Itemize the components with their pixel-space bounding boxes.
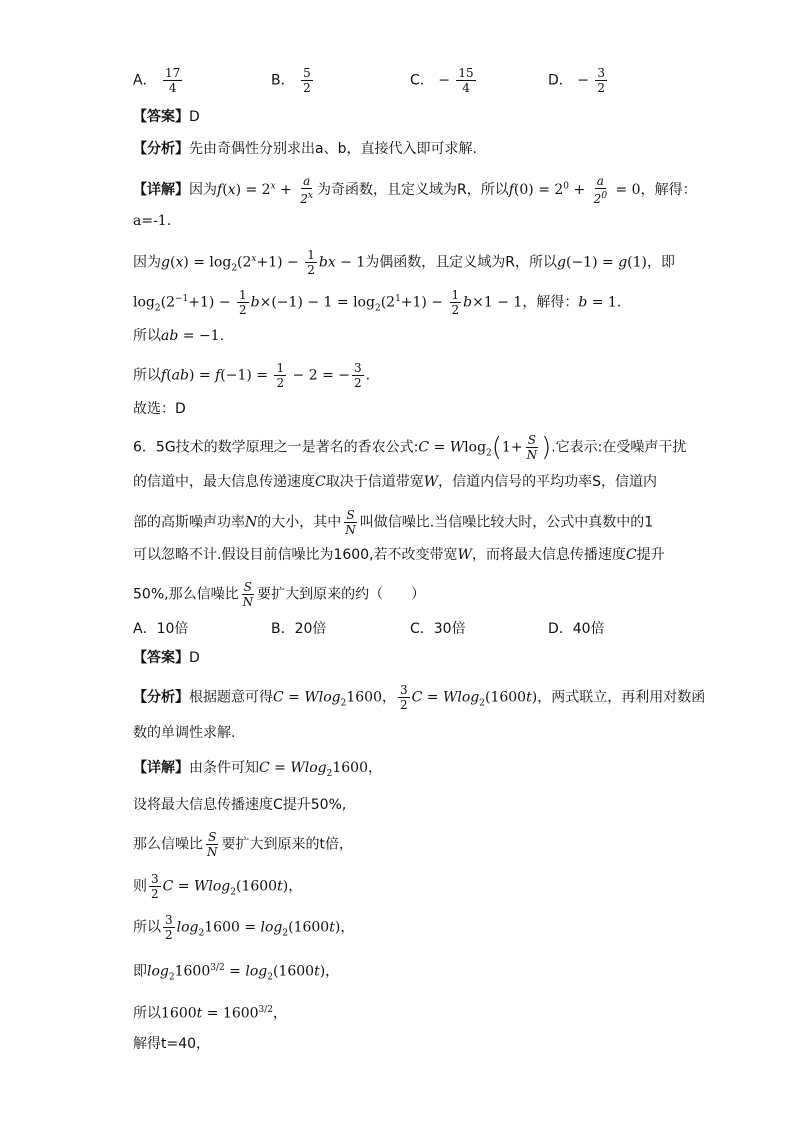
q5-option-b[interactable] — [271, 66, 315, 95]
q6-answer: 【答案】D — [133, 650, 200, 666]
q5-option-c[interactable]: C． − $\frac{15}{4}$ — [410, 66, 474, 95]
q6-option-d[interactable]: D．40倍 — [548, 621, 605, 637]
q6-detail-line-3: 那么信噪比 $\frac{S}{N}$ 要扩大到原来的t倍， — [133, 830, 353, 859]
q6-stem-line-5: 50%,那么信噪比 $\frac{S}{N}$ 要扩大到原来的约（ ） — [133, 580, 426, 609]
q6-detail-line-5: 所以 $\frac{3}{2}$ $\log_21600 = \log_2(1600t)$， — [133, 913, 355, 942]
q5-option-a-value: $\frac{17}{4}$ — [165, 66, 181, 95]
q5-detail-line-1: 【详解】因为$f(x) = 2^x$ + $\frac{a}{2^x}$ 为奇函数，且定义域为R，所以$f(0) = 2^0$ + $\frac{a}{2^0}$ = 0，解得： — [133, 174, 697, 206]
q6-detail-line-1: 【详解】由条件可知C = Wlog$_2$1600， — [133, 760, 382, 779]
q6-detail-line-8: 解得t=40， — [133, 1036, 211, 1052]
q5-option-a-label: A． — [133, 72, 157, 89]
q5-conclusion: 故选：D — [133, 401, 186, 417]
q6-stem-line-4: 可以忽略不计.假设目前信噪比为1600,若不改变带宽W，而将最大信息传播速度C提升 — [133, 547, 665, 563]
q5-option-c-value: $\frac{15}{4}$ — [458, 66, 474, 95]
q5-detail-line-2: a=-1. — [133, 213, 172, 229]
q6-stem-line-3: 部的高斯噪声功率N的大小，其中 $\frac{S}{N}$ 叫做信噪比.当信噪比较大时，公式中真数中的1 — [133, 508, 654, 537]
q5-option-d-value: $\frac{3}{2}$ — [597, 66, 606, 95]
q5-detail-line-3: 因为$g(x) = \log_2(2^x+1)$ − $\frac{1}{2}$ bx − 1为偶函数，且定义域为R，所以g(−1) = g(1)，即 — [133, 248, 675, 277]
q5-answer: 【答案】D — [133, 109, 200, 125]
q6-detail-line-2: 设将最大信息传播速度C提升50%, — [133, 797, 347, 813]
question-number: 6． — [133, 439, 156, 456]
q6-analysis-line-1: 【分析】根据题意可得C = Wlog$_2$1600， $\frac{3}{2}$ C = Wlog$_2$(1600t)，两式联立，再利用对数函 — [133, 683, 706, 712]
q5-option-d-label: D． — [548, 72, 573, 89]
q5-option-b-label: B． — [271, 72, 295, 89]
q6-detail-line-4: 则 $\frac{3}{2}$ C = Wlog$_2$(1600t)， — [133, 872, 303, 901]
q5-detail-line-5: 所以ab = −1. — [133, 328, 225, 344]
formula-f-definition: f — [217, 182, 223, 198]
q6-stem-line-1: 6．5G技术的数学原理之一是著名的香农公式:C = Wlog$_2$(1+ $\frac{S}{N}$ ).它表示:在受噪声干扰 — [133, 432, 687, 463]
q5-option-a[interactable] — [133, 66, 184, 95]
q6-detail-line-7: 所以$1600t = 1600^{3/2}$， — [133, 1005, 288, 1022]
q5-option-c-label: C． — [410, 72, 434, 89]
q5-option-b-value: $\frac{5}{2}$ — [303, 66, 311, 95]
q6-option-b[interactable]: B．20倍 — [271, 621, 327, 637]
q5-analysis: 【分析】先由奇偶性分别求出a、b，直接代入即可求解. — [133, 141, 477, 157]
q6-option-a[interactable]: A．10倍 — [133, 621, 189, 637]
q6-option-c[interactable]: C．30倍 — [410, 621, 466, 637]
q6-detail-line-6: 即$\log_21600^{3/2} = \log_2(1600t)$， — [133, 963, 340, 983]
q5-detail-line-4: $\log_2(2^{-1}+1)$ − $\frac{1}{2}$ $b\times(-1) - 1 = \log_2(2^1+1)$ − $\frac{1}{2}$ b×1 − 1，解得：b = 1. — [133, 288, 622, 317]
q6-analysis-line-2: 数的单调性求解. — [133, 725, 236, 741]
q6-stem-line-2: 的信道中，最大信息传递速度C取决于信道带宽W，信道内信号的平均功率S，信道内 — [133, 474, 657, 490]
q5-detail-line-6: 所以f(ab) = f(−1) = $\frac{1}{2}$ − 2 = − $\frac{3}{2}$ . — [133, 361, 371, 390]
q5-option-d[interactable]: D． − $\frac{3}{2}$ — [548, 66, 606, 95]
